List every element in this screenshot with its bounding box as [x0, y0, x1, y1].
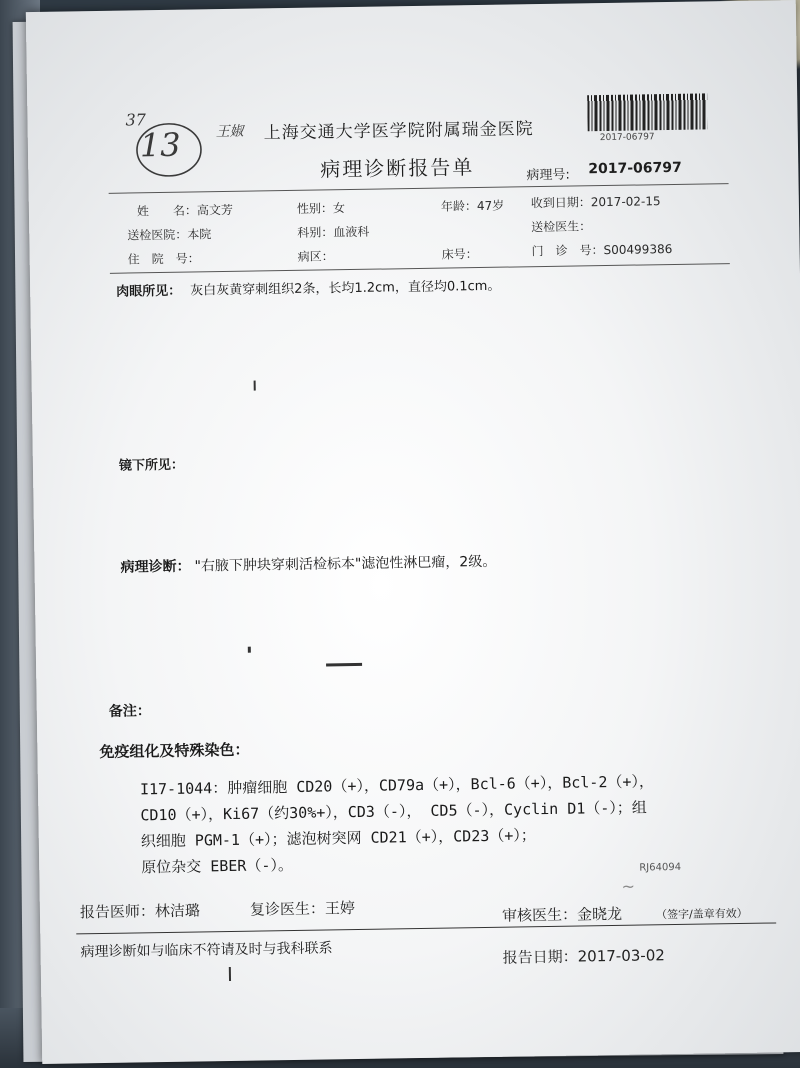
- auditor-signature-mark: ~: [621, 876, 636, 896]
- auditing-doctor: 审核医生：金晓龙: [501, 904, 623, 925]
- handwritten-number: 37: [125, 110, 146, 130]
- microscopic-label: 镜下所见：: [118, 457, 185, 474]
- barcode: [587, 93, 708, 131]
- ihc-label: 免疫组化及特殊染色：: [99, 740, 250, 762]
- ihc-line-3: 织细胞 PGM-1（+）；滤泡树突网 CD21（+），CD23（+）；: [140, 826, 536, 851]
- stamp-code: RJ64094: [639, 861, 682, 874]
- patient-name: 姓 名：高文芳: [136, 202, 234, 219]
- patient-age: 年龄：47岁: [440, 198, 505, 214]
- diagnosis-label: 病理诊断：: [120, 558, 191, 576]
- ihc-line-4: 原位杂交 EBER（-）。: [141, 856, 294, 877]
- ihc-line-1: I17-1044：肿瘤细胞 CD20（+），CD79a（+），Bcl-6（+），Bcl-2（+），: [139, 772, 655, 799]
- sending-hospital: 送检医院：本院: [127, 227, 212, 243]
- bed-number: 床号：: [441, 247, 478, 262]
- report-date: 报告日期：2017-03-02: [502, 946, 666, 967]
- speck: [248, 647, 251, 653]
- outpatient-number: 门 诊 号：S00499386: [531, 241, 673, 259]
- report-title: 病理诊断报告单: [320, 155, 475, 182]
- sending-doctor: 送检医生：: [531, 219, 592, 235]
- report-sheet: [26, 0, 800, 1064]
- diagnosis-text: "右腋下肿块穿刺活检标本"滤泡性淋巴瘤，2级。: [194, 553, 497, 575]
- barcode-number: 2017-06797: [599, 132, 655, 144]
- hospital-name: 上海交通大学医学院附属瑞金医院: [263, 119, 534, 144]
- department: 科别：血液科: [297, 224, 370, 240]
- smudge: [326, 663, 362, 667]
- speck: [229, 967, 231, 981]
- pathology-number-label: 病理号:: [526, 167, 570, 184]
- reporting-doctor: 报告医师：林洁璐: [79, 901, 201, 922]
- gross-label: 肉眼所见：: [116, 283, 182, 300]
- review-doctor: 复诊医生：王婷: [249, 899, 356, 919]
- inpatient-number: 住 院 号：: [127, 251, 200, 267]
- footer-note: 病理诊断如与临床不符请及时与我科联系: [80, 940, 333, 961]
- signature-rule: [76, 922, 776, 934]
- handwritten-circled-number: 13: [139, 125, 181, 165]
- ward: 病区：: [297, 249, 334, 264]
- handwritten-mark: 王婌: [215, 123, 244, 141]
- received-date: 收到日期：2017-02-15: [530, 194, 661, 211]
- signature-validity-note: （签字/盖章有效）: [655, 906, 748, 922]
- pathology-number: 2017-06797: [588, 159, 682, 178]
- speck: [254, 381, 256, 391]
- patient-gender: 性别：女: [296, 201, 346, 216]
- handwritten-circle: [131, 117, 206, 182]
- remarks-label: 备注：: [108, 703, 151, 720]
- ihc-line-2: CD10（+），Ki67（约30%+），CD3（-）， CD5（-），Cyclin D1（-）；组: [140, 798, 647, 825]
- gross-description: 灰白灰黄穿刺组织2条，长均1.2cm，直径均0.1cm。: [190, 278, 501, 299]
- info-rule: [110, 263, 730, 274]
